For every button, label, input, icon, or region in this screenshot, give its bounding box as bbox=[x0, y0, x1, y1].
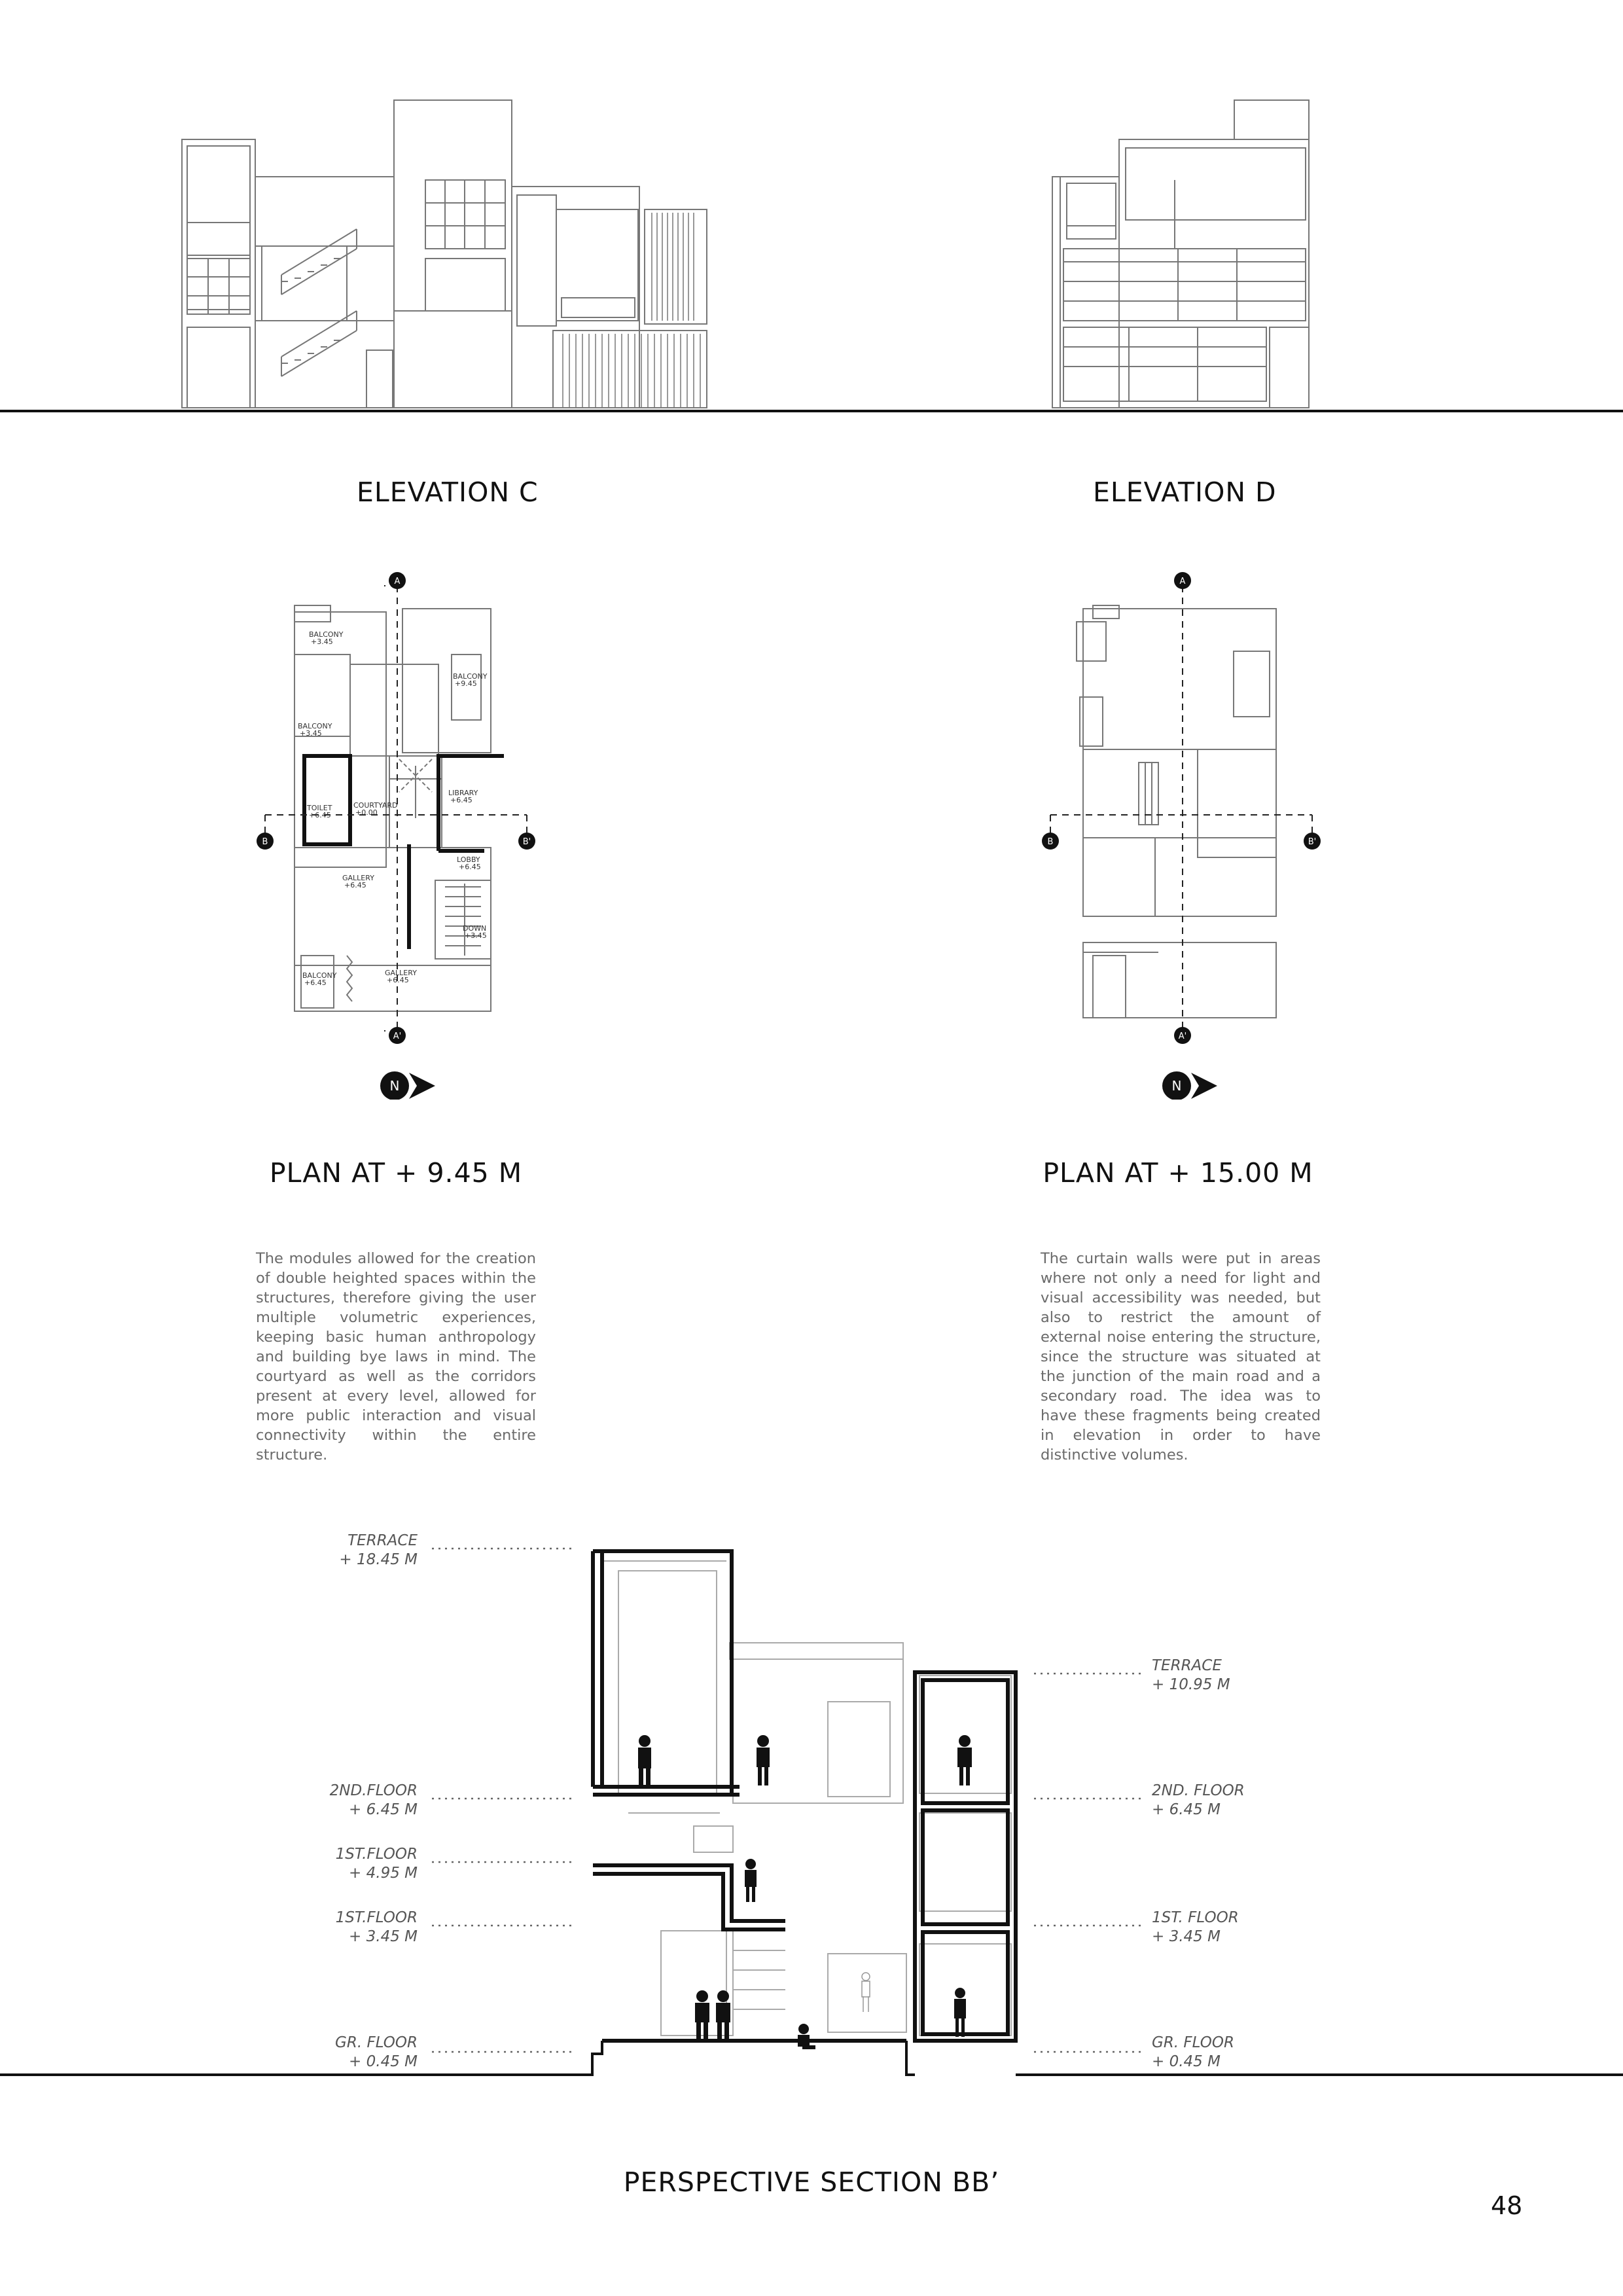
level-right-ground-floor: GR. FLOOR + 0.45 M bbox=[1152, 2034, 1234, 2070]
north-arrow-icon bbox=[380, 1071, 435, 1100]
description-right: The curtain walls were put in areas where not only a need for light and visual accessibility was needed, but also to restrict the amount of external noise entering the structure, since the structure was situated at the junction of the main road and a secondary road. The idea was to have these fragments being created in elevation in order to have distinctive volumes. bbox=[1041, 1250, 1321, 1463]
level-left-1st-floor-495: 1ST.FLOOR + 4.95 M bbox=[335, 1846, 418, 1882]
plan-label-gallery-2: GALLERY bbox=[385, 969, 417, 977]
plan-label-toilet: TOILET bbox=[307, 804, 332, 812]
elevation-c-title: ELEVATION C bbox=[357, 476, 539, 508]
level-right-1st-floor: 1ST. FLOOR + 3.45 M bbox=[1152, 1909, 1239, 1945]
svg-text:N: N bbox=[1171, 1078, 1182, 1094]
section-bb-drawing bbox=[0, 1525, 1623, 2088]
level-left-ground-floor: GR. FLOOR + 0.45 M bbox=[335, 2034, 418, 2070]
north-arrow-icon bbox=[1162, 1071, 1217, 1100]
page-number: 48 bbox=[1491, 2191, 1523, 2220]
plan-label-balcony-4: BALCONY bbox=[302, 971, 337, 980]
plan-945-drawing bbox=[249, 563, 563, 1100]
plan-label-down: DOWN bbox=[463, 924, 487, 933]
elevation-d-title: ELEVATION D bbox=[1093, 476, 1277, 508]
plan-label-balcony-1: BALCONY bbox=[309, 630, 344, 639]
svg-text:+6.45: +6.45 bbox=[387, 976, 409, 984]
svg-text:+3.45: +3.45 bbox=[300, 729, 322, 738]
section-title: PERSPECTIVE SECTION BB’ bbox=[623, 2166, 1000, 2198]
plan-label-balcony-3: BALCONY bbox=[453, 672, 488, 681]
elevations-drawing bbox=[0, 85, 1623, 425]
plan-label-library: LIBRARY bbox=[448, 789, 478, 797]
svg-text:B': B' bbox=[522, 837, 531, 847]
svg-text:+3.45: +3.45 bbox=[311, 637, 333, 646]
svg-text:B': B' bbox=[1308, 837, 1317, 847]
plan-label-lobby: LOBBY bbox=[457, 855, 480, 864]
svg-text:+6.45: +6.45 bbox=[459, 863, 481, 871]
plan-945-title: PLAN AT + 9.45 M bbox=[269, 1157, 523, 1189]
plan-label-balcony-2: BALCONY bbox=[298, 722, 332, 730]
svg-text:A': A' bbox=[1178, 1031, 1187, 1041]
plan-1500-drawing bbox=[1034, 563, 1348, 1100]
svg-text:+9.45: +9.45 bbox=[455, 679, 477, 688]
elevation-d-drawing bbox=[1052, 100, 1309, 408]
svg-text:+6.45: +6.45 bbox=[304, 978, 327, 987]
svg-text:A: A bbox=[1179, 577, 1186, 586]
svg-text:+6.45: +6.45 bbox=[309, 811, 331, 819]
svg-text:+0.00: +0.00 bbox=[355, 808, 378, 817]
svg-text:A': A' bbox=[393, 1031, 402, 1041]
level-left-terrace: TERRACE + 18.45 M bbox=[339, 1532, 418, 1568]
level-left-1st-floor-345: 1ST.FLOOR + 3.45 M bbox=[335, 1909, 418, 1945]
plan-1500-title: PLAN AT + 15.00 M bbox=[1043, 1157, 1313, 1189]
svg-text:A: A bbox=[394, 577, 401, 586]
svg-text:+3.45: +3.45 bbox=[465, 931, 487, 940]
plan-label-gallery-1: GALLERY bbox=[342, 874, 374, 882]
svg-text:+6.45: +6.45 bbox=[450, 796, 473, 804]
svg-text:N: N bbox=[389, 1078, 400, 1094]
level-left-2nd-floor: 2ND.FLOOR + 6.45 M bbox=[329, 1782, 418, 1818]
description-left: The modules allowed for the creation of double heighted spaces within the structures, therefore giving the user multiple volumetric experiences, keeping basic human anthropology and building bye laws in mind. The courtyard as well as the corridors present at every level, allowed for more public interaction and visual connectivity within the entire structure. bbox=[256, 1250, 536, 1463]
level-right-terrace: TERRACE + 10.95 M bbox=[1152, 1657, 1230, 1693]
elevation-c-drawing bbox=[182, 100, 707, 408]
svg-text:+6.45: +6.45 bbox=[344, 881, 366, 889]
plan-label-courtyard: COURTYARD bbox=[353, 801, 398, 810]
level-right-2nd-floor: 2ND. FLOOR + 6.45 M bbox=[1152, 1782, 1245, 1818]
svg-text:B: B bbox=[262, 837, 268, 847]
svg-text:B: B bbox=[1047, 837, 1054, 847]
